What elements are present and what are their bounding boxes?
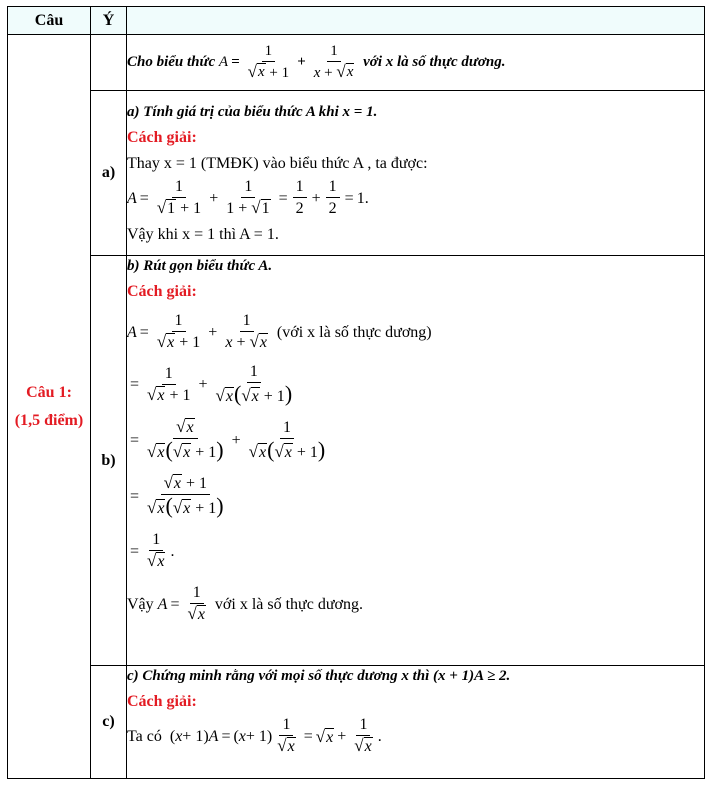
part-b-row	[8, 256, 705, 666]
header-question: Câu	[8, 7, 91, 35]
part-b-step-5: = 1 √ x .	[130, 531, 175, 570]
intro-statement: Cho biểu thức A = 1 √ x + 1 + 1 x + √ x với x là số thực dương.	[127, 43, 506, 81]
part-b-step-3: = √ x √ x ( √ x + 1) + 1 √ x ( √ x + 1)	[130, 417, 326, 462]
part-c-content	[127, 666, 705, 779]
part-b-step-1: A = 1 √ x + 1 + 1 x + √ x (với x là số thực dương)	[127, 312, 432, 351]
header-content	[127, 7, 705, 35]
part-b-method-label: Cách giải:	[127, 283, 197, 300]
part-a-row	[8, 91, 705, 256]
part-a-method-label: Cách giải:	[127, 129, 197, 146]
part-b-note: (với x là số thực dương)	[276, 323, 432, 341]
part-b-step-2: = 1 √ x + 1 + 1 √ x ( √ x + 1)	[130, 363, 293, 406]
part-c-equation: Ta có ( x + 1) A = ( x + 1) 1 √ x = √ x + 1 √ x .	[127, 716, 382, 755]
part-a-content	[127, 91, 705, 256]
part-a-problem: a) Tính giá trị của biểu thức A khi x = 1.	[127, 104, 378, 120]
solution-table	[7, 6, 705, 779]
part-b-label: b)	[91, 256, 127, 666]
part-c-row	[8, 666, 705, 779]
part-a-label: a)	[91, 91, 127, 256]
header-part: Ý	[91, 7, 127, 35]
question-cell	[8, 35, 91, 779]
part-a-text: Thay x = 1 (TMĐK) vào biểu thức A , ta được:	[127, 155, 428, 172]
question-points: (1,5 điểm)	[14, 411, 84, 429]
question-label: Câu 1:	[26, 383, 72, 401]
part-c-label: c)	[91, 666, 127, 779]
intro-cell	[127, 35, 705, 91]
part-b-step-4: = √ x + 1 √ x ( √ x + 1)	[130, 473, 224, 518]
intro-row	[8, 35, 705, 91]
part-b-problem: b) Rút gọn biểu thức A.	[127, 258, 273, 274]
part-b-content	[127, 256, 705, 666]
part-a-equation: A = 1 √ 1 + 1 + 1 1 + √ 1 = $\frac{1}{2}$ + $\frac{1}{2}$ = 1.	[127, 178, 369, 217]
part-b-conclusion-lead: Vậy	[127, 595, 154, 613]
intro-lead: Cho biểu thức	[127, 54, 216, 70]
part-b-conclusion-tail: với x là số thực dương.	[214, 595, 363, 613]
intro-part-cell	[91, 35, 127, 91]
part-b-conclusion: Vậy A = 1 √ x với x là số thực dương.	[127, 584, 363, 623]
part-c-text-lead: Ta có	[127, 727, 162, 745]
header-row	[8, 7, 705, 35]
part-a-conclusion: Vậy khi x = 1 thì A = 1.	[127, 226, 279, 243]
intro-tail: với x là số thực dương.	[363, 54, 506, 70]
part-c-problem: c) Chứng minh rằng với mọi số thực dương x thì (x + 1)A ≥ 2.	[127, 668, 511, 684]
part-c-method-label: Cách giải:	[127, 693, 197, 710]
